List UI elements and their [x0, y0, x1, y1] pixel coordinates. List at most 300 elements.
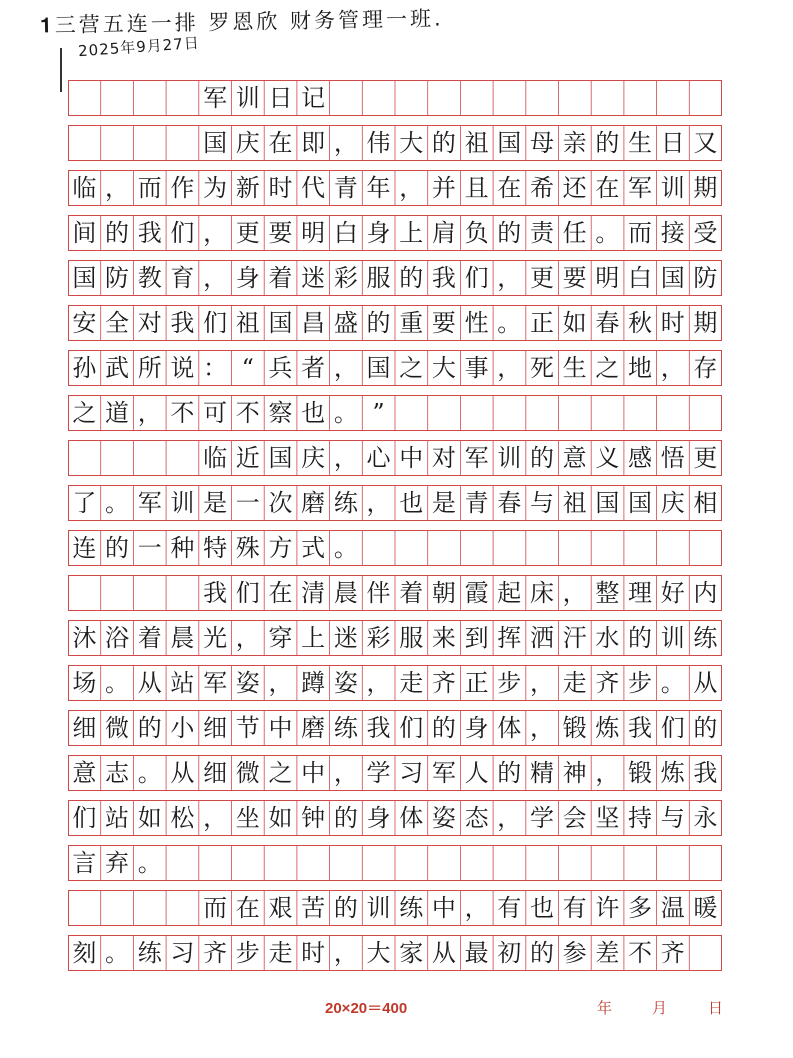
essay-char: 训 — [497, 443, 522, 472]
essay-char: 军 — [628, 173, 653, 202]
essay-char: 可 — [203, 398, 228, 427]
essay-char: 中 — [431, 893, 456, 922]
essay-char: 不 — [235, 398, 260, 427]
essay-char: 彩 — [333, 263, 358, 292]
essay-char: ， — [595, 758, 620, 787]
essay-char: 。 — [105, 938, 130, 967]
essay-char: 锻 — [562, 713, 587, 742]
essay-char — [68, 125, 101, 160]
essay-char: 代 — [301, 173, 326, 202]
essay-char: 小 — [170, 713, 195, 742]
footer-year-label: 年 — [597, 999, 613, 1017]
essay-char: 训 — [660, 173, 685, 202]
essay-char: 中 — [301, 758, 326, 787]
essay-char: 要 — [431, 308, 456, 337]
essay-char: 时 — [660, 308, 685, 337]
essay-char: 中 — [268, 713, 293, 742]
essay-char: ， — [660, 353, 685, 382]
essay-char: 也 — [399, 488, 424, 517]
essay-char: 训 — [660, 623, 685, 652]
essay-char — [101, 575, 134, 610]
essay-char: 床 — [529, 578, 554, 607]
essay-char — [689, 530, 722, 565]
essay-char: ， — [333, 353, 358, 382]
essay-char — [166, 890, 199, 925]
essay-char: 刻 — [72, 938, 97, 967]
essay-char: 国 — [203, 128, 228, 157]
essay-char: 希 — [529, 173, 554, 202]
essay-char: 。 — [137, 848, 162, 877]
essay-char: 弃 — [105, 848, 130, 877]
essay-char: 察 — [268, 398, 293, 427]
essay-char: 生 — [562, 353, 587, 382]
essay-char: 大 — [366, 938, 391, 967]
essay-char: 中 — [399, 443, 424, 472]
essay-char — [362, 845, 395, 880]
essay-char: 我 — [170, 308, 195, 337]
essay-char: 的 — [333, 803, 358, 832]
essay-char — [558, 530, 591, 565]
essay-char: 着 — [268, 263, 293, 292]
essay-char: 钟 — [301, 803, 326, 832]
author-line: 𝟏三营五连一排 罗恩欣 财务管理一班. — [39, 6, 444, 38]
essay-char: 记 — [301, 83, 326, 112]
essay-char — [330, 845, 363, 880]
essay-char: 们 — [72, 803, 97, 832]
essay-char: 武 — [105, 353, 130, 382]
essay-char — [656, 395, 689, 430]
essay-char: 服 — [366, 263, 391, 292]
essay-char: 着 — [137, 623, 162, 652]
essay-char — [395, 80, 428, 115]
essay-char: 身 — [366, 218, 391, 247]
essay-row — [68, 485, 722, 520]
essay-char: 迷 — [301, 263, 326, 292]
essay-char: 白 — [333, 218, 358, 247]
essay-char: 步 — [235, 938, 260, 967]
grid-count-label: 20×20＝400 — [325, 1000, 408, 1017]
essay-char: 站 — [170, 668, 195, 697]
essay-char: 母 — [529, 128, 554, 157]
essay-char — [591, 530, 624, 565]
essay-char: 服 — [399, 623, 424, 652]
essay-char: 的 — [431, 128, 456, 157]
essay-char: 学 — [366, 758, 391, 787]
essay-char: 道 — [105, 398, 130, 427]
essay-char — [362, 80, 395, 115]
essay-char: 在 — [268, 128, 293, 157]
essay-char: 家 — [399, 938, 424, 967]
essay-char: 人 — [464, 758, 489, 787]
essay-char: 身 — [366, 803, 391, 832]
essay-char: 期 — [693, 308, 718, 337]
essay-char: 迷 — [333, 623, 358, 652]
essay-row — [68, 170, 722, 205]
essay-char — [460, 845, 493, 880]
essay-char: 秋 — [628, 308, 653, 337]
essay-char — [591, 80, 624, 115]
essay-char: 从 — [137, 668, 162, 697]
essay-char: 步 — [497, 668, 522, 697]
essay-char: 暖 — [693, 893, 718, 922]
essay-row — [68, 935, 722, 970]
essay-char: 姿 — [235, 668, 260, 697]
essay-char: 在 — [268, 578, 293, 607]
essay-char: 炼 — [595, 713, 620, 742]
essay-char: 汗 — [562, 623, 587, 652]
essay-char: 。 — [137, 758, 162, 787]
essay-char: 军 — [137, 488, 162, 517]
essay-char: 节 — [235, 713, 260, 742]
essay-char: 伴 — [366, 578, 391, 607]
essay-char — [493, 80, 526, 115]
essay-char: 彩 — [366, 623, 391, 652]
essay-char: 。 — [333, 398, 358, 427]
essay-char — [330, 80, 363, 115]
essay-char: 军 — [464, 443, 489, 472]
essay-char: ， — [366, 668, 391, 697]
essay-char: 许 — [595, 893, 620, 922]
essay-char: 从 — [693, 668, 718, 697]
essay-char — [624, 80, 657, 115]
essay-char: 国 — [660, 263, 685, 292]
essay-row — [68, 620, 722, 655]
essay-char: 。 — [105, 488, 130, 517]
essay-char: 教 — [137, 263, 162, 292]
essay-char: 次 — [268, 488, 293, 517]
essay-char: 责 — [529, 218, 554, 247]
essay-char: 艰 — [268, 893, 293, 922]
essay-char: 如 — [562, 308, 587, 337]
essay-char: 在 — [497, 173, 522, 202]
essay-char — [689, 845, 722, 880]
essay-char: 浴 — [105, 623, 130, 652]
essay-char: 最 — [464, 938, 489, 967]
essay-char: 多 — [628, 893, 653, 922]
essay-row — [68, 890, 722, 925]
essay-char — [558, 80, 591, 115]
essay-char: 伟 — [366, 128, 391, 157]
essay-char: ， — [497, 803, 522, 832]
essay-char: ， — [333, 443, 358, 472]
essay-char: ， — [268, 668, 293, 697]
essay-char — [460, 530, 493, 565]
essay-char: 齐 — [595, 668, 620, 697]
essay-char: 接 — [660, 218, 685, 247]
essay-char: 水 — [595, 623, 620, 652]
essay-char: 清 — [301, 578, 326, 607]
essay-char — [526, 80, 559, 115]
margin-mark — [60, 48, 62, 92]
essay-char — [166, 575, 199, 610]
essay-char: 防 — [105, 263, 130, 292]
essay-char: 时 — [301, 938, 326, 967]
essay-row — [68, 845, 722, 880]
essay-char — [166, 125, 199, 160]
essay-char — [166, 845, 199, 880]
essay-char: 临 — [203, 443, 228, 472]
essay-char: 我 — [693, 758, 718, 787]
essay-char: 我 — [203, 578, 228, 607]
essay-char: 也 — [529, 893, 554, 922]
essay-char: 走 — [268, 938, 293, 967]
essay-row — [68, 215, 722, 250]
essay-char: 正 — [529, 308, 554, 337]
essay-row — [68, 80, 722, 115]
essay-char: 言 — [72, 848, 97, 877]
essay-char: 上 — [301, 623, 326, 652]
essay-char — [656, 845, 689, 880]
essay-char: 一 — [235, 488, 260, 517]
essay-row — [68, 710, 722, 745]
essay-char: 庆 — [235, 128, 260, 157]
essay-char: 到 — [464, 623, 489, 652]
essay-row — [68, 665, 722, 700]
essay-char: 松 — [170, 803, 195, 832]
essay-char: 青 — [464, 488, 489, 517]
composition-grid — [68, 80, 722, 980]
essay-char: ， — [203, 218, 228, 247]
essay-char: 国 — [366, 353, 391, 382]
essay-char: 体 — [497, 713, 522, 742]
essay-char — [101, 890, 134, 925]
essay-char: 明 — [301, 218, 326, 247]
essay-char: 地 — [628, 353, 653, 382]
essay-char — [231, 845, 264, 880]
essay-char: 国 — [268, 308, 293, 337]
essay-char: 也 — [301, 398, 326, 427]
essay-char: 姿 — [431, 803, 456, 832]
essay-char: 间 — [72, 218, 97, 247]
essay-char: 来 — [431, 623, 456, 652]
essay-char: 兵 — [268, 353, 293, 382]
essay-char: 为 — [203, 173, 228, 202]
essay-char: 任 — [562, 218, 587, 247]
essay-char — [199, 845, 232, 880]
essay-char: 炼 — [660, 758, 685, 787]
essay-char: 生 — [628, 128, 653, 157]
essay-char: 负 — [464, 218, 489, 247]
essay-char: ， — [497, 353, 522, 382]
essay-char: 学 — [529, 803, 554, 832]
essay-char: 说 — [170, 353, 195, 382]
essay-char: 新 — [235, 173, 260, 202]
essay-char: 了 — [72, 488, 97, 517]
essay-char: 内 — [693, 578, 718, 607]
essay-row — [68, 125, 722, 160]
essay-char: 霞 — [464, 578, 489, 607]
essay-char: 好 — [660, 578, 685, 607]
essay-char — [493, 530, 526, 565]
essay-char: 正 — [464, 668, 489, 697]
essay-char: 如 — [268, 803, 293, 832]
essay-char: 祖 — [235, 308, 260, 337]
essay-char: 晨 — [170, 623, 195, 652]
essay-char: 挥 — [497, 623, 522, 652]
essay-char: 神 — [562, 758, 587, 787]
essay-char: 磨 — [301, 488, 326, 517]
essay-char: 与 — [660, 803, 685, 832]
essay-char: 练 — [333, 488, 358, 517]
essay-char: 姿 — [333, 668, 358, 697]
essay-char — [656, 80, 689, 115]
essay-char: 事 — [464, 353, 489, 382]
essay-char: 步 — [628, 668, 653, 697]
essay-char — [624, 530, 657, 565]
essay-char: 肩 — [431, 218, 456, 247]
essay-char: ， — [235, 623, 260, 652]
essay-char: ， — [105, 173, 130, 202]
essay-char: 国 — [72, 263, 97, 292]
essay-char: 起 — [497, 578, 522, 607]
essay-char — [460, 80, 493, 115]
essay-char: 重 — [399, 308, 424, 337]
essay-char: 在 — [235, 893, 260, 922]
essay-char: 上 — [399, 218, 424, 247]
essay-char: 国 — [268, 443, 293, 472]
essay-char — [101, 125, 134, 160]
essay-char: 的 — [497, 758, 522, 787]
essay-char: 练 — [399, 893, 424, 922]
essay-char — [624, 845, 657, 880]
essay-char: 育 — [170, 263, 195, 292]
essay-char — [428, 530, 461, 565]
essay-char: 持 — [628, 803, 653, 832]
essay-char: 盛 — [333, 308, 358, 337]
essay-char: 的 — [628, 623, 653, 652]
essay-char: 练 — [333, 713, 358, 742]
essay-char — [68, 575, 101, 610]
essay-char: 祖 — [562, 488, 587, 517]
essay-char: 孙 — [72, 353, 97, 382]
essay-char: 祖 — [464, 128, 489, 157]
essay-char: 参 — [562, 938, 587, 967]
essay-char — [166, 440, 199, 475]
essay-char — [395, 395, 428, 430]
essay-char: 连 — [72, 533, 97, 562]
essay-char: 态 — [464, 803, 489, 832]
essay-char: 并 — [431, 173, 456, 202]
essay-char: ， — [203, 263, 228, 292]
essay-char: 全 — [105, 308, 130, 337]
essay-char: 且 — [464, 173, 489, 202]
essay-row — [68, 350, 722, 385]
essay-char: 们 — [660, 713, 685, 742]
essay-char: 差 — [595, 938, 620, 967]
essay-char: 青 — [333, 173, 358, 202]
essay-char: 。 — [333, 533, 358, 562]
essay-char: 初 — [497, 938, 522, 967]
essay-char: 春 — [595, 308, 620, 337]
essay-char: 更 — [235, 218, 260, 247]
essay-char: 大 — [399, 128, 424, 157]
essay-char: 洒 — [529, 623, 554, 652]
essay-char: 期 — [693, 173, 718, 202]
page-header — [0, 0, 793, 62]
essay-char: 温 — [660, 893, 685, 922]
essay-char: 的 — [431, 713, 456, 742]
essay-char — [493, 395, 526, 430]
essay-char: 走 — [399, 668, 424, 697]
essay-char: 的 — [595, 128, 620, 157]
essay-char: 的 — [333, 893, 358, 922]
essay-char — [133, 890, 166, 925]
essay-char: ， — [333, 758, 358, 787]
essay-char: 不 — [628, 938, 653, 967]
essay-char: 从 — [170, 758, 195, 787]
essay-char: 苦 — [301, 893, 326, 922]
essay-char: 的 — [529, 443, 554, 472]
essay-char: 要 — [268, 218, 293, 247]
footer-month-label: 月 — [652, 999, 668, 1017]
essay-char: 。 — [660, 668, 685, 697]
essay-char — [428, 395, 461, 430]
essay-char: 的 — [366, 308, 391, 337]
essay-char: 即 — [301, 128, 326, 157]
essay-char: 们 — [170, 218, 195, 247]
essay-char: 场 — [72, 668, 97, 697]
essay-char: 走 — [562, 668, 587, 697]
essay-char: 我 — [366, 713, 391, 742]
essay-char: ， — [366, 488, 391, 517]
essay-row — [68, 395, 722, 430]
essay-char: “ — [241, 353, 254, 382]
essay-char: 身 — [464, 713, 489, 742]
essay-char: 的 — [105, 533, 130, 562]
essay-char: 式 — [301, 533, 326, 562]
essay-char: 的 — [497, 218, 522, 247]
essay-char: 而 — [137, 173, 162, 202]
essay-char: 要 — [562, 263, 587, 292]
essay-char: ， — [562, 578, 587, 607]
essay-char: 国 — [497, 128, 522, 157]
essay-char — [526, 395, 559, 430]
essay-char: 特 — [203, 533, 228, 562]
essay-row — [68, 800, 722, 835]
essay-char — [428, 845, 461, 880]
essay-char: 习 — [399, 758, 424, 787]
essay-char: 永 — [693, 803, 718, 832]
essay-char: 军 — [203, 83, 228, 112]
essay-char: 理 — [628, 578, 653, 607]
essay-char: 是 — [431, 488, 456, 517]
essay-char — [395, 530, 428, 565]
essay-char: ， — [464, 893, 489, 922]
essay-char: 坐 — [235, 803, 260, 832]
essay-char: 时 — [268, 173, 293, 202]
essay-char: 们 — [464, 263, 489, 292]
essay-char: 庆 — [301, 443, 326, 472]
essay-char — [526, 845, 559, 880]
essay-char: 更 — [529, 263, 554, 292]
essay-char — [133, 440, 166, 475]
essay-char: 白 — [628, 263, 653, 292]
essay-char: 受 — [693, 218, 718, 247]
essay-char: 们 — [235, 578, 260, 607]
essay-char: 的 — [399, 263, 424, 292]
essay-char: 身 — [235, 263, 260, 292]
essay-char: 安 — [72, 308, 97, 337]
essay-char — [493, 845, 526, 880]
essay-char — [689, 395, 722, 430]
essay-char: 们 — [399, 713, 424, 742]
essay-char: 一 — [137, 533, 162, 562]
essay-char: 我 — [431, 263, 456, 292]
essay-char: 之 — [72, 398, 97, 427]
essay-char — [591, 845, 624, 880]
essay-char: 的 — [529, 938, 554, 967]
essay-char: 训 — [366, 893, 391, 922]
